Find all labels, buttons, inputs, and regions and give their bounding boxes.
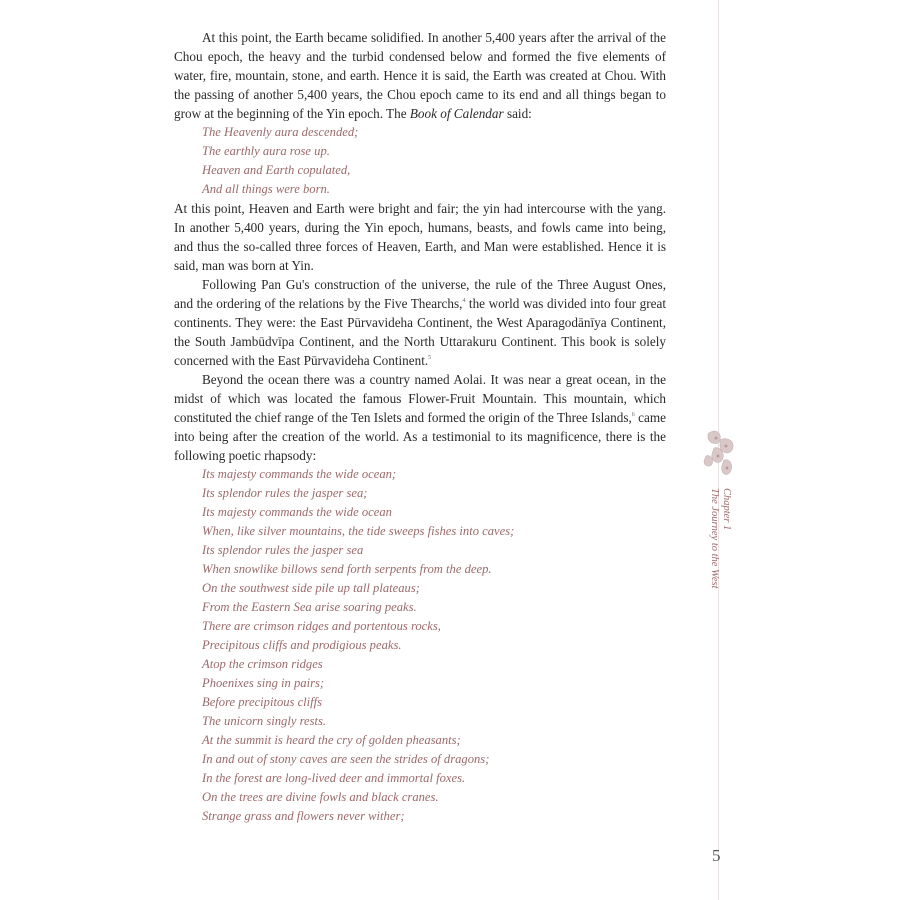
footnote-ref-5[interactable]: 5 <box>428 355 432 361</box>
verse-line: On the southwest side pile up tall plateaus; <box>202 581 420 595</box>
verse-line: When snowlike billows send forth serpents from the deep. <box>202 562 492 576</box>
flower-ornament-icon <box>700 426 740 484</box>
verse-line: Its splendor rules the jasper sea; <box>202 486 368 500</box>
verse-line: At the summit is heard the cry of golden pheasants; <box>202 733 461 747</box>
verse-line: Atop the crimson ridges <box>202 657 323 671</box>
paragraph-3-text-b: the world was divided into four great continents. They were: the East Pūrvavideha Continent, the West Aparagodānīya Continent, the South Jambūdvīpa Continent, and the North Uttarakuru Continent. This book is solely concerned with the East Pūrvavideha Continent. <box>174 296 666 368</box>
paragraph-3-text-a: Following Pan Gu's construction of the universe, the rule of the Three August Ones, and the ordering of the relations by the Five Thearchs, <box>174 277 666 311</box>
verse-line: Heaven and Earth copulated, <box>202 163 351 177</box>
paragraph-2: At this point, Heaven and Earth were bright and fair; the yin had intercourse with the yang. In another 5,400 years, during the Yin epoch, humans, beasts, and fowls came into being, and thus the so-called three forces of Heaven, Earth, and Man were established. Hence it is said, man was born at Yin. <box>174 201 666 273</box>
verse-line: Its majesty commands the wide ocean <box>202 505 392 519</box>
verse-line: Its majesty commands the wide ocean; <box>202 467 397 481</box>
footnote-ref-6[interactable]: 6 <box>631 412 635 418</box>
verse-line: Its splendor rules the jasper sea <box>202 543 364 557</box>
verse-line: In the forest are long-lived deer and immortal foxes. <box>202 771 466 785</box>
running-head-chapter: Chapter 1 <box>721 488 732 531</box>
page-number: 5 <box>712 846 721 865</box>
footnote-ref-4[interactable]: 4 <box>462 298 466 304</box>
paragraph-4-text-b: came into being after the creation of the world. As a testimonial to its magnificence, there is the following poetic rhapsody: <box>174 410 666 463</box>
verse-block-1 <box>174 123 666 199</box>
verse-line: Phoenixes sing in pairs; <box>202 676 325 690</box>
book-title: Book of Calendar <box>409 106 504 121</box>
verse-line: Precipitous cliffs and prodigious peaks. <box>202 638 402 652</box>
paragraph-1-end: said: <box>503 106 532 121</box>
verse-line: The earthly aura rose up. <box>202 144 330 158</box>
verse-line: From the Eastern Sea arise soaring peaks. <box>202 600 417 614</box>
verse-line: Strange grass and flowers never wither; <box>202 809 405 823</box>
verse-line: There are crimson ridges and portentous rocks, <box>202 619 441 633</box>
running-head-title: The Journey to the West <box>709 488 720 589</box>
verse-block-2 <box>174 465 666 826</box>
verse-line: The unicorn singly rests. <box>202 714 327 728</box>
paragraph-4 <box>174 370 666 465</box>
verse-line: On the trees are divine fowls and black cranes. <box>202 790 439 804</box>
running-head <box>708 488 732 589</box>
paragraph-3 <box>174 275 666 370</box>
verse-line: In and out of stony caves are seen the strides of dragons; <box>202 752 490 766</box>
verse-line: And all things were born. <box>202 182 330 196</box>
paragraph-1-text: At this point, the Earth became solidified. In another 5,400 years after the arrival of the Chou epoch, the heavy and the turbid condensed below and formed the five elements of water, fire, mountain, stone, and earth. Hence it is said, the Earth was created at Chou. With the passing of another 5,400 years, the Chou epoch came to its end and all things began to grow at the beginning of the Yin epoch. The <box>174 30 666 121</box>
paragraph-1 <box>174 28 666 123</box>
verse-line: The Heavenly aura descended; <box>202 125 359 139</box>
verse-line: Before precipitous cliffs <box>202 695 323 709</box>
paragraph-4-text-a: Beyond the ocean there was a country named Aolai. It was near a great ocean, in the midst of which was located the famous Flower-Fruit Mountain. This mountain, which constituted the chief range of the Ten Islets and formed the origin of the Three Islands, <box>174 372 666 425</box>
verse-line: When, like silver mountains, the tide sweeps fishes into caves; <box>202 524 515 538</box>
text-column <box>174 28 666 826</box>
